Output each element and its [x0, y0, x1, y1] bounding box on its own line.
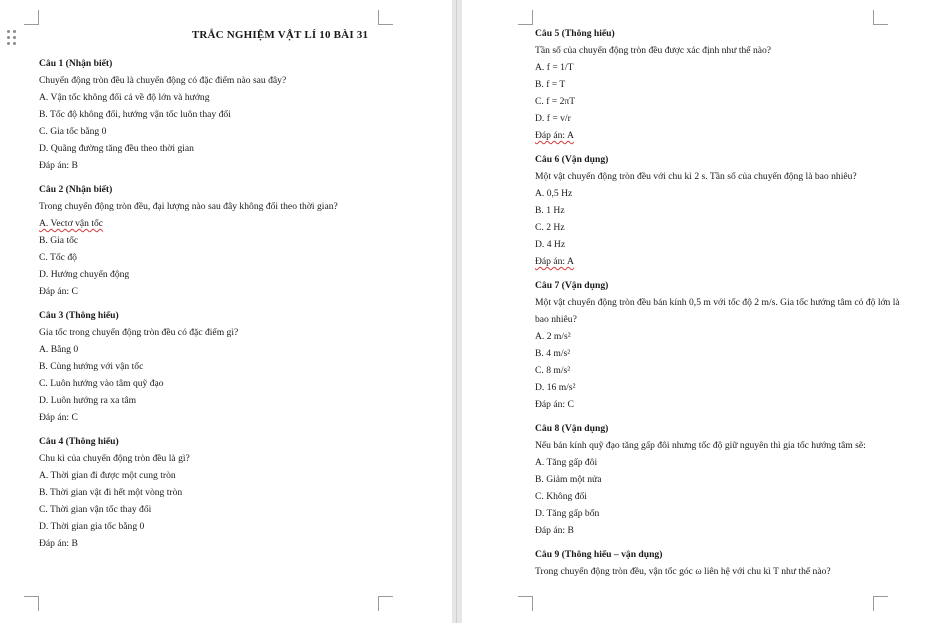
answer-option [39, 215, 439, 232]
question-text: Nếu bán kính quỹ đạo tăng gấp đôi nhưng tốc độ giữ nguyên thì gia tốc hướng tâm sẽ: [535, 440, 866, 451]
answer-option: B. 1 Hz [535, 205, 565, 216]
question-heading: Câu 5 (Thông hiểu) [535, 28, 615, 39]
drag-handle-icon[interactable] [7, 30, 17, 46]
margin-corner-mark [24, 596, 39, 611]
question-block [535, 25, 915, 144]
answer-option: A. Thời gian đi được một cung tròn [39, 470, 176, 481]
answer-option: A. Tăng gấp đôi [535, 457, 598, 468]
question-block [39, 433, 439, 552]
answer-option: A. Bằng 0 [39, 344, 79, 355]
answer-key: Đáp án: C [39, 412, 78, 423]
answer-option: D. Luôn hướng ra xa tâm [39, 395, 137, 406]
margin-corner-mark [873, 596, 888, 611]
answer-option: A. f = 1/T [535, 62, 574, 73]
question-heading: Câu 4 (Thông hiểu) [39, 436, 119, 447]
answer-key [535, 127, 915, 144]
answer-option: C. Luôn hướng vào tâm quỹ đạo [39, 378, 164, 389]
spellcheck-underline-text: Đáp án: A [535, 256, 574, 267]
answer-option: C. Gia tốc bằng 0 [39, 126, 107, 137]
question-heading: Câu 6 (Vận dụng) [535, 154, 609, 165]
answer-option: D. Hướng chuyển động [39, 269, 130, 280]
document-page-right [462, 0, 927, 623]
answer-option: C. f = 2πT [535, 96, 576, 107]
question-block [535, 151, 915, 270]
page-divider [456, 0, 457, 623]
page-gutter [452, 0, 462, 623]
margin-corner-mark [378, 10, 393, 25]
answer-option: C. Tốc độ [39, 252, 77, 263]
question-block [39, 55, 439, 174]
answer-option: A. 0,5 Hz [535, 188, 573, 199]
right-page-content [535, 25, 915, 587]
answer-option: B. Tốc độ không đổi, hướng vận tốc luôn thay đổi [39, 109, 231, 120]
spellcheck-underline-text: A. Vectơ vận tốc [39, 218, 104, 229]
answer-option: B. Giảm một nửa [535, 474, 602, 485]
margin-corner-mark [518, 10, 533, 25]
document-page-left [0, 0, 452, 623]
question-text: Chuyển động tròn đều là chuyển động có đặc điểm nào sau đây? [39, 75, 287, 86]
question-text: Tần số của chuyển động tròn đều được xác định như thế nào? [535, 45, 772, 56]
question-text: Một vật chuyển động tròn đều bán kính 0,5 m với tốc độ 2 m/s. Gia tốc hướng tâm có độ lớn là bao nhiêu? [535, 297, 900, 325]
answer-option: B. Gia tốc [39, 235, 79, 246]
answer-option: C. Thời gian vận tốc thay đổi [39, 504, 152, 515]
question-heading: Câu 8 (Vận dụng) [535, 423, 609, 434]
question-text: Gia tốc trong chuyển động tròn đều có đặc điểm gì? [39, 327, 239, 338]
question-heading: Câu 7 (Vận dụng) [535, 280, 609, 291]
answer-option: D. 4 Hz [535, 239, 566, 250]
question-heading: Câu 2 (Nhận biết) [39, 184, 113, 195]
question-text: Trong chuyển động tròn đều, đại lượng nào sau đây không đổi theo thời gian? [39, 201, 338, 212]
answer-key: Đáp án: B [535, 525, 574, 536]
question-block [39, 307, 439, 426]
answer-option: A. 2 m/s² [535, 331, 571, 342]
answer-option: D. Thời gian gia tốc bằng 0 [39, 521, 145, 532]
question-block [535, 277, 915, 413]
answer-option: B. 4 m/s² [535, 348, 571, 359]
answer-option: C. 8 m/s² [535, 365, 571, 376]
answer-option: D. f = v/r [535, 113, 571, 124]
question-block [39, 181, 439, 300]
answer-option: B. Cùng hướng với vận tốc [39, 361, 144, 372]
answer-option: D. 16 m/s² [535, 382, 576, 393]
margin-corner-mark [378, 596, 393, 611]
answer-key: Đáp án: C [39, 286, 78, 297]
margin-corner-mark [873, 10, 888, 25]
answer-option: C. 2 Hz [535, 222, 565, 233]
question-heading: Câu 3 (Thông hiểu) [39, 310, 119, 321]
document-title: TRẮC NGHIỆM VẬT LÍ 10 BÀI 31 [191, 29, 369, 41]
margin-corner-mark [518, 596, 533, 611]
question-heading: Câu 9 (Thông hiểu – vận dụng) [535, 549, 663, 560]
question-text: Một vật chuyển động tròn đều với chu kì 2 s. Tần số của chuyển động là bao nhiêu? [535, 171, 857, 182]
answer-key [535, 253, 915, 270]
question-block [535, 546, 915, 580]
question-text: Chu kì của chuyển động tròn đều là gì? [39, 453, 190, 464]
answer-option: A. Vận tốc không đổi cả về độ lớn và hướng [39, 92, 210, 103]
question-heading: Câu 1 (Nhận biết) [39, 58, 113, 69]
answer-key: Đáp án: B [39, 160, 78, 171]
answer-option: D. Tăng gấp bốn [535, 508, 600, 519]
margin-corner-mark [24, 10, 39, 25]
answer-option: B. f = T [535, 79, 566, 90]
question-text: Trong chuyển động tròn đều, vận tốc góc ω liên hệ với chu kì T như thế nào? [535, 566, 831, 577]
spellcheck-underline-text: Đáp án: A [535, 130, 574, 141]
question-block [535, 420, 915, 539]
answer-option: C. Không đổi [535, 491, 587, 502]
left-page-content [39, 27, 439, 559]
answer-key: Đáp án: B [39, 538, 78, 549]
answer-option: B. Thời gian vật đi hết một vòng tròn [39, 487, 183, 498]
answer-option: D. Quãng đường tăng đều theo thời gian [39, 143, 194, 154]
answer-key: Đáp án: C [535, 399, 574, 410]
